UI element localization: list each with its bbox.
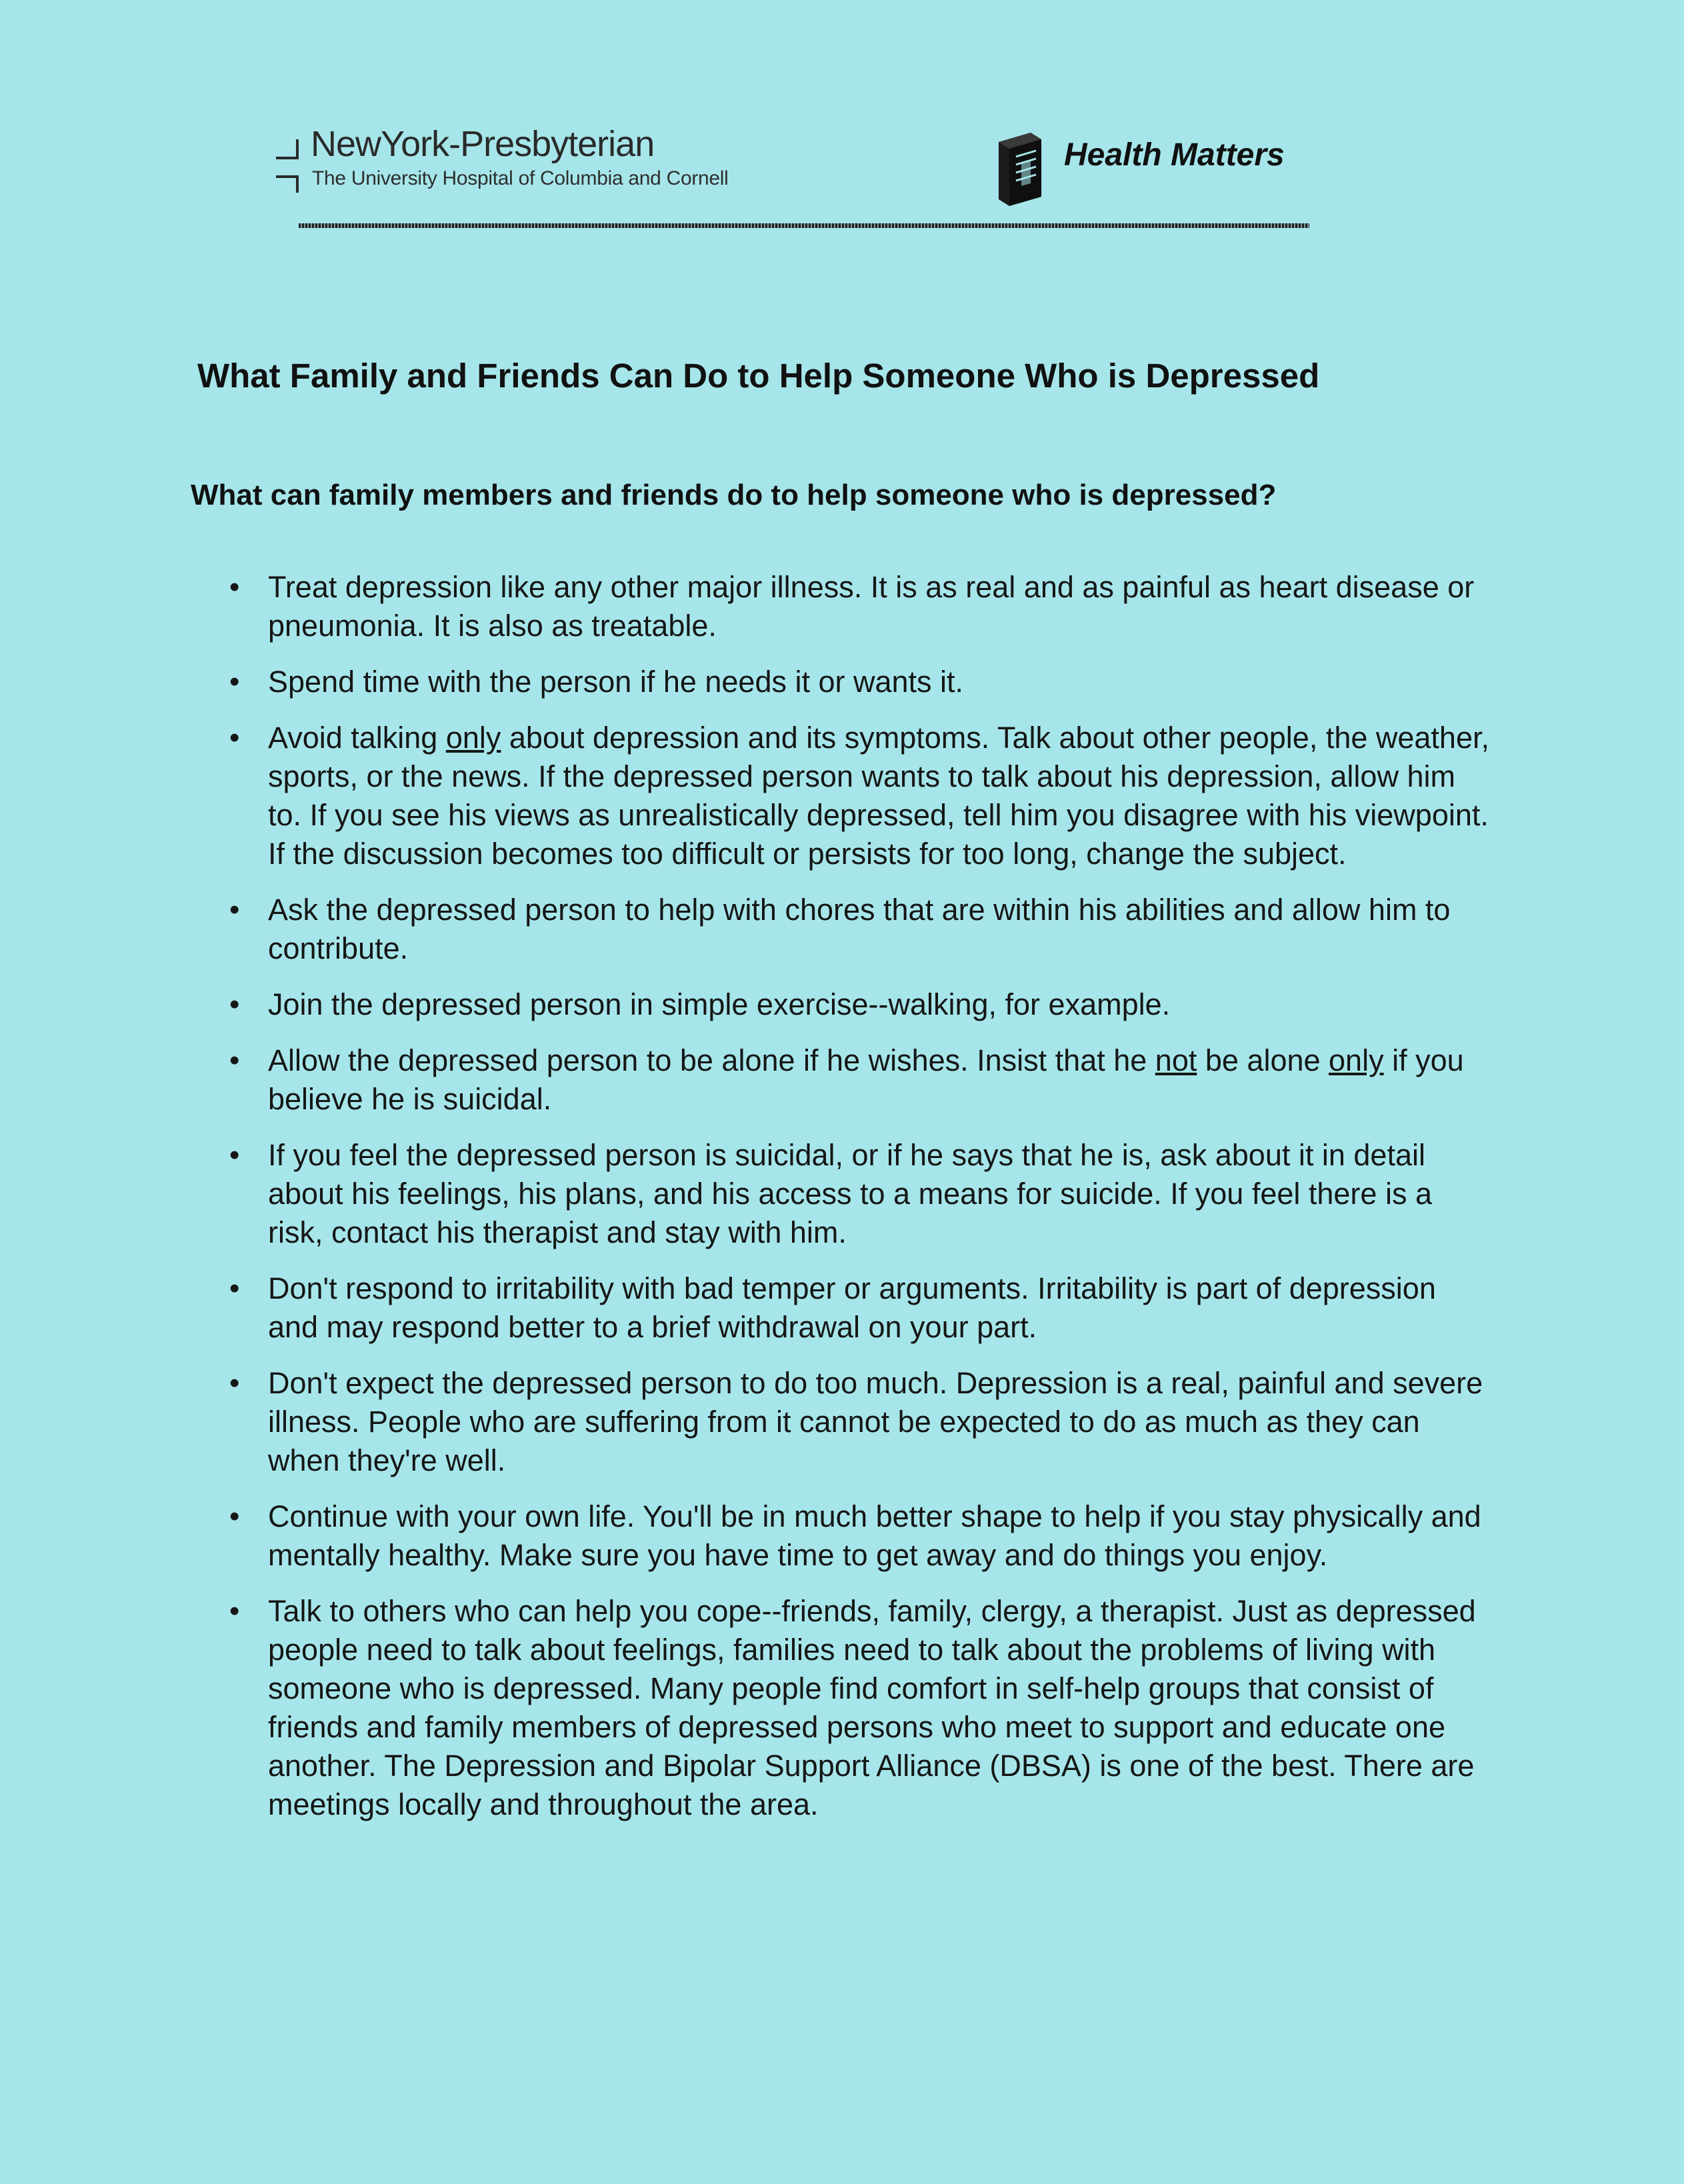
list-item [227, 1269, 1493, 1347]
list-item-text [268, 721, 1489, 871]
list-item-text: If you feel the depressed person is suicidal, or if he says that he is, ask about it in detail about his feelings, his plans, and his access to a means for suicide. If you feel there is a risk, contact his therapist and stay with him. [268, 1138, 1432, 1249]
advice-list [227, 568, 1493, 1841]
org-subtitle: The University Hospital of Columbia and Cornell [312, 167, 729, 189]
list-item [227, 568, 1493, 645]
text-segment: if you believe he is suicidal. [268, 1043, 1464, 1116]
series-title: Health Matters [1064, 137, 1285, 173]
page-title: What Family and Friends Can Do to Help Someone Who is Depressed [197, 357, 1320, 395]
text-segment: Allow the depressed person to be alone if he wishes. Insist that he [268, 1043, 1155, 1077]
list-item [227, 719, 1493, 873]
org-name: NewYork-Presbyterian [311, 124, 655, 164]
list-item [227, 663, 1493, 701]
section-heading: What can family members and friends do to help someone who is depressed? [191, 479, 1277, 511]
bullet-icon: • [229, 721, 240, 754]
bullet-icon: • [229, 1272, 240, 1305]
nyp-bracket-logo [273, 138, 300, 193]
header-divider [299, 223, 1309, 228]
text-segment: Avoid talking [268, 721, 446, 755]
book-icon [992, 130, 1045, 209]
list-item-text: Treat depression like any other major illness. It is as real and as painful as heart disease or pneumonia. It is also as treatable. [268, 570, 1475, 643]
bullet-icon: • [229, 571, 240, 603]
list-item-text [268, 1043, 1464, 1116]
list-item [227, 891, 1493, 968]
text-segment: about depression and its symptoms. Talk about other people, the weather, sports, or the news. If the depressed person wants to talk about his depression, allow him to. If you see his views as unrealistically depressed, tell him you disagree with his viewpoint. If the discussion becomes too difficult or persists for too long, change the subject. [268, 721, 1489, 871]
list-item [227, 985, 1493, 1024]
bullet-icon: • [229, 893, 240, 926]
list-item [227, 1041, 1493, 1119]
list-item [227, 1364, 1493, 1480]
list-item-text: Continue with your own life. You'll be in much better shape to help if you stay physically and mentally healthy. Make sure you have time to get away and do things you enjoy. [268, 1499, 1481, 1572]
bullet-icon: • [229, 1367, 240, 1399]
document-header [273, 123, 1308, 237]
underlined-emphasis: only [445, 721, 501, 755]
bullet-icon: • [229, 1500, 240, 1533]
list-item-text: Talk to others who can help you cope--friends, family, clergy, a therapist. Just as depressed people need to talk about feelings, families need to talk about the problems of living with someone who is depressed. Many people find comfort in self-help groups that consist of friends and family members of depressed persons who meet to support and educate one another. The Depression and Bipolar Support Alliance (DBSA) is one of the best. There are meetings locally and throughout the area. [268, 1594, 1476, 1821]
bullet-icon: • [229, 1139, 240, 1171]
list-item-text: Spend time with the person if he needs it or wants it. [268, 665, 964, 699]
bullet-icon: • [229, 665, 240, 698]
bullet-icon: • [229, 1595, 240, 1627]
text-segment: be alone [1197, 1043, 1329, 1077]
bullet-icon: • [229, 988, 240, 1021]
underlined-emphasis: only [1329, 1043, 1384, 1077]
list-item-text: Don't expect the depressed person to do too much. Depression is a real, painful and severe illness. People who are suffering from it cannot be expected to do as much as they can when they're well. [268, 1366, 1483, 1477]
list-item [227, 1592, 1493, 1824]
list-item-text: Join the depressed person in simple exercise--walking, for example. [268, 987, 1171, 1021]
underlined-emphasis: not [1155, 1043, 1197, 1077]
list-item [227, 1497, 1493, 1575]
list-item-text: Ask the depressed person to help with chores that are within his abilities and allow him to contribute. [268, 893, 1451, 965]
bullet-icon: • [229, 1044, 240, 1077]
list-item [227, 1136, 1493, 1252]
list-item-text: Don't respond to irritability with bad temper or arguments. Irritability is part of depression and may respond better to a brief withdrawal on your part. [268, 1271, 1436, 1344]
